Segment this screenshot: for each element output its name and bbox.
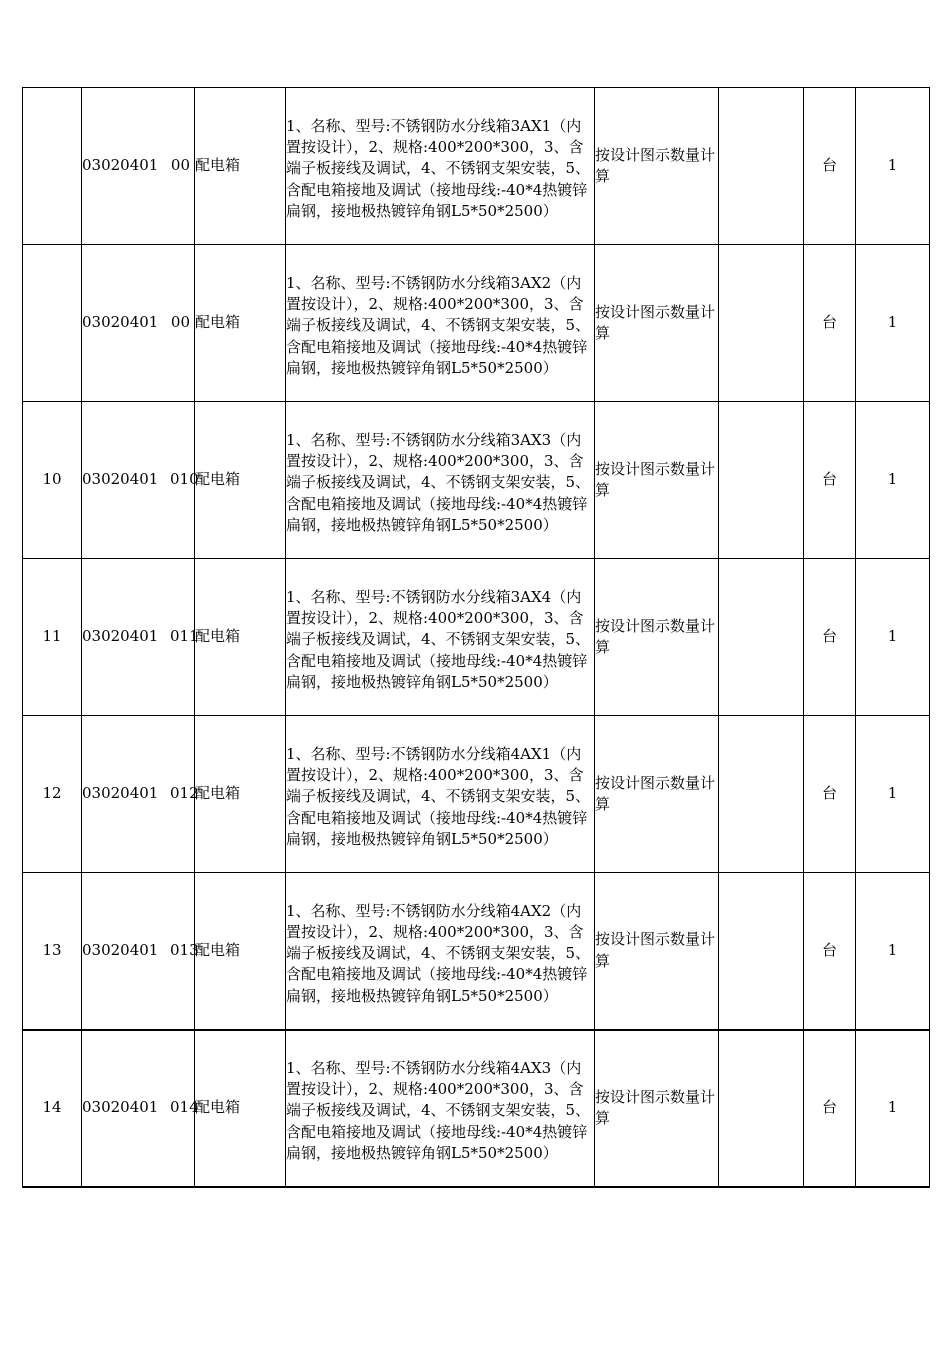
measurement-rule: 按设计图示数量计算: [595, 773, 716, 813]
quantity-cell: [856, 245, 930, 402]
item-code-cell: [82, 245, 195, 402]
item-name-cell: [195, 1030, 286, 1187]
item-name-cell: [195, 245, 286, 402]
item-features: 1、名称、型号:不锈钢防水分线箱3AX1（内置按设计），2、规格:400*200*300，3、含端子板接线及调试，4、不锈钢支架安装，5、含配电箱接地及调试（接地母线:-40*4热镀锌扁钢，接地极热镀锌角钢L5*50*2500）: [286, 116, 591, 220]
measurement-rule-cell: [595, 1030, 719, 1187]
item-features: 1、名称、型号:不锈钢防水分线箱3AX3（内置按设计），2、规格:400*200*300，3、含端子板接线及调试，4、不锈钢支架安装，5、含配电箱接地及调试（接地母线:-40*4热镀锌扁钢，接地极热镀锌角钢L5*50*2500）: [286, 430, 591, 534]
item-number: 11: [42, 627, 62, 646]
item-features: 1、名称、型号:不锈钢防水分线箱4AX3（内置按设计），2、规格:400*200*300，3、含端子板接线及调试，4、不锈钢支架安装，5、含配电箱接地及调试（接地母线:-40*4热镀锌扁钢，接地极热镀锌角钢L5*50*2500）: [286, 1058, 591, 1162]
unit: 台: [821, 156, 837, 175]
unit: 台: [821, 470, 837, 489]
empty-cell: [719, 88, 804, 245]
item-code-suffix: 00: [170, 156, 190, 175]
item-name-cell: [195, 716, 286, 873]
table-row: [23, 873, 930, 1030]
unit: 台: [821, 313, 837, 332]
item-name-cell: [195, 88, 286, 245]
item-features-cell: [286, 88, 595, 245]
empty-cell: [719, 1030, 804, 1187]
quantity-cell: [856, 1030, 930, 1187]
unit-cell: [804, 88, 856, 245]
unit-cell: [804, 716, 856, 873]
item-code: 03020401: [82, 470, 159, 489]
item-code-suffix: 00: [170, 313, 190, 332]
item-number: 14: [42, 1098, 62, 1117]
empty-cell: [719, 716, 804, 873]
measurement-rule: 按设计图示数量计算: [595, 616, 716, 656]
item-name-cell: [195, 873, 286, 1030]
item-code-cell: [82, 402, 199, 559]
table-row: [23, 245, 930, 402]
item-code: 03020401: [82, 784, 159, 803]
item-code-cell: [82, 559, 199, 716]
quantity: 1: [887, 156, 898, 175]
quantity: 1: [887, 627, 898, 646]
quantity: 1: [887, 470, 898, 489]
item-features-cell: [286, 716, 595, 873]
item-features-cell: [286, 873, 595, 1030]
item-features-cell: [286, 1030, 595, 1187]
item-code-suffix: 014: [170, 1098, 199, 1117]
quantity: 1: [887, 784, 898, 803]
item-number: 12: [42, 784, 62, 803]
item-code: 03020401: [82, 313, 159, 332]
bill-of-quantities-table: [22, 87, 930, 1188]
measurement-rule: 按设计图示数量计算: [595, 1087, 716, 1127]
item-features-cell: [286, 245, 595, 402]
item-features-cell: [286, 559, 595, 716]
item-number-cell: [23, 716, 82, 873]
measurement-rule-cell: [595, 873, 719, 1030]
unit: 台: [821, 941, 837, 960]
measurement-rule: 按设计图示数量计算: [595, 302, 716, 342]
item-code: 03020401: [82, 1098, 159, 1117]
unit-cell: [804, 1030, 856, 1187]
quantity: 1: [887, 941, 898, 960]
measurement-rule-cell: [595, 716, 719, 873]
measurement-rule-cell: [595, 88, 719, 245]
item-code-cell: [82, 716, 199, 873]
item-number-cell: [23, 559, 82, 716]
unit-cell: [804, 559, 856, 716]
item-features: 1、名称、型号:不锈钢防水分线箱3AX4（内置按设计），2、规格:400*200*300，3、含端子板接线及调试，4、不锈钢支架安装，5、含配电箱接地及调试（接地母线:-40*4热镀锌扁钢，接地极热镀锌角钢L5*50*2500）: [286, 587, 591, 691]
measurement-rule: 按设计图示数量计算: [595, 930, 716, 970]
item-number-cell: [23, 873, 82, 1030]
item-features-cell: [286, 402, 595, 559]
quantity: 1: [887, 313, 898, 332]
unit-cell: [804, 873, 856, 1030]
item-code: 03020401: [82, 941, 159, 960]
quantity-cell: [856, 402, 930, 559]
item-code-cell: [82, 88, 195, 245]
item-number: 13: [42, 941, 62, 960]
item-code-suffix: 011: [170, 627, 199, 646]
unit: 台: [821, 1098, 837, 1117]
item-name: 配电箱: [195, 1098, 241, 1117]
unit: 台: [821, 627, 837, 646]
item-number-cell: [23, 402, 82, 559]
measurement-rule: 按设计图示数量计算: [595, 459, 716, 499]
item-number-cell: [23, 245, 82, 402]
item-name: 配电箱: [195, 941, 241, 960]
item-name: 配电箱: [195, 470, 241, 489]
item-code-suffix: 012: [170, 784, 199, 803]
item-code: 03020401: [82, 156, 159, 175]
table-row: [23, 559, 930, 716]
item-code-cell: [82, 1030, 199, 1187]
table-row: [23, 88, 930, 245]
item-name: 配电箱: [195, 784, 241, 803]
quantity-cell: [856, 88, 930, 245]
unit-cell: [804, 402, 856, 559]
unit-cell: [804, 245, 856, 402]
measurement-rule: 按设计图示数量计算: [595, 145, 716, 185]
measurement-rule-cell: [595, 245, 719, 402]
table-row: [23, 1030, 930, 1187]
measurement-rule-cell: [595, 402, 719, 559]
quantity-cell: [856, 873, 930, 1030]
item-code-suffix: 013: [170, 941, 199, 960]
quantity-cell: [856, 559, 930, 716]
item-number: 10: [42, 470, 62, 489]
empty-cell: [719, 402, 804, 559]
unit: 台: [821, 784, 837, 803]
measurement-rule-cell: [595, 559, 719, 716]
quantity-cell: [856, 716, 930, 873]
item-code: 03020401: [82, 627, 159, 646]
table-row: [23, 402, 930, 559]
item-name-cell: [195, 402, 286, 559]
item-number-cell: [23, 1030, 82, 1187]
table-row: [23, 716, 930, 873]
item-name-cell: [195, 559, 286, 716]
item-name: 配电箱: [195, 313, 241, 332]
item-code-suffix: 010: [170, 470, 199, 489]
empty-cell: [719, 245, 804, 402]
item-name: 配电箱: [195, 156, 241, 175]
empty-cell: [719, 559, 804, 716]
empty-cell: [719, 873, 804, 1030]
item-number-cell: [23, 88, 82, 245]
table-body: [23, 88, 930, 1187]
item-name: 配电箱: [195, 627, 241, 646]
item-features: 1、名称、型号:不锈钢防水分线箱3AX2（内置按设计），2、规格:400*200*300，3、含端子板接线及调试，4、不锈钢支架安装，5、含配电箱接地及调试（接地母线:-40*4热镀锌扁钢，接地极热镀锌角钢L5*50*2500）: [286, 273, 591, 377]
item-code-cell: [82, 873, 199, 1030]
item-features: 1、名称、型号:不锈钢防水分线箱4AX1（内置按设计），2、规格:400*200*300，3、含端子板接线及调试，4、不锈钢支架安装，5、含配电箱接地及调试（接地母线:-40*4热镀锌扁钢，接地极热镀锌角钢L5*50*2500）: [286, 744, 591, 848]
quantity: 1: [887, 1098, 898, 1117]
item-features: 1、名称、型号:不锈钢防水分线箱4AX2（内置按设计），2、规格:400*200*300，3、含端子板接线及调试，4、不锈钢支架安装，5、含配电箱接地及调试（接地母线:-40*4热镀锌扁钢，接地极热镀锌角钢L5*50*2500）: [286, 901, 591, 1005]
